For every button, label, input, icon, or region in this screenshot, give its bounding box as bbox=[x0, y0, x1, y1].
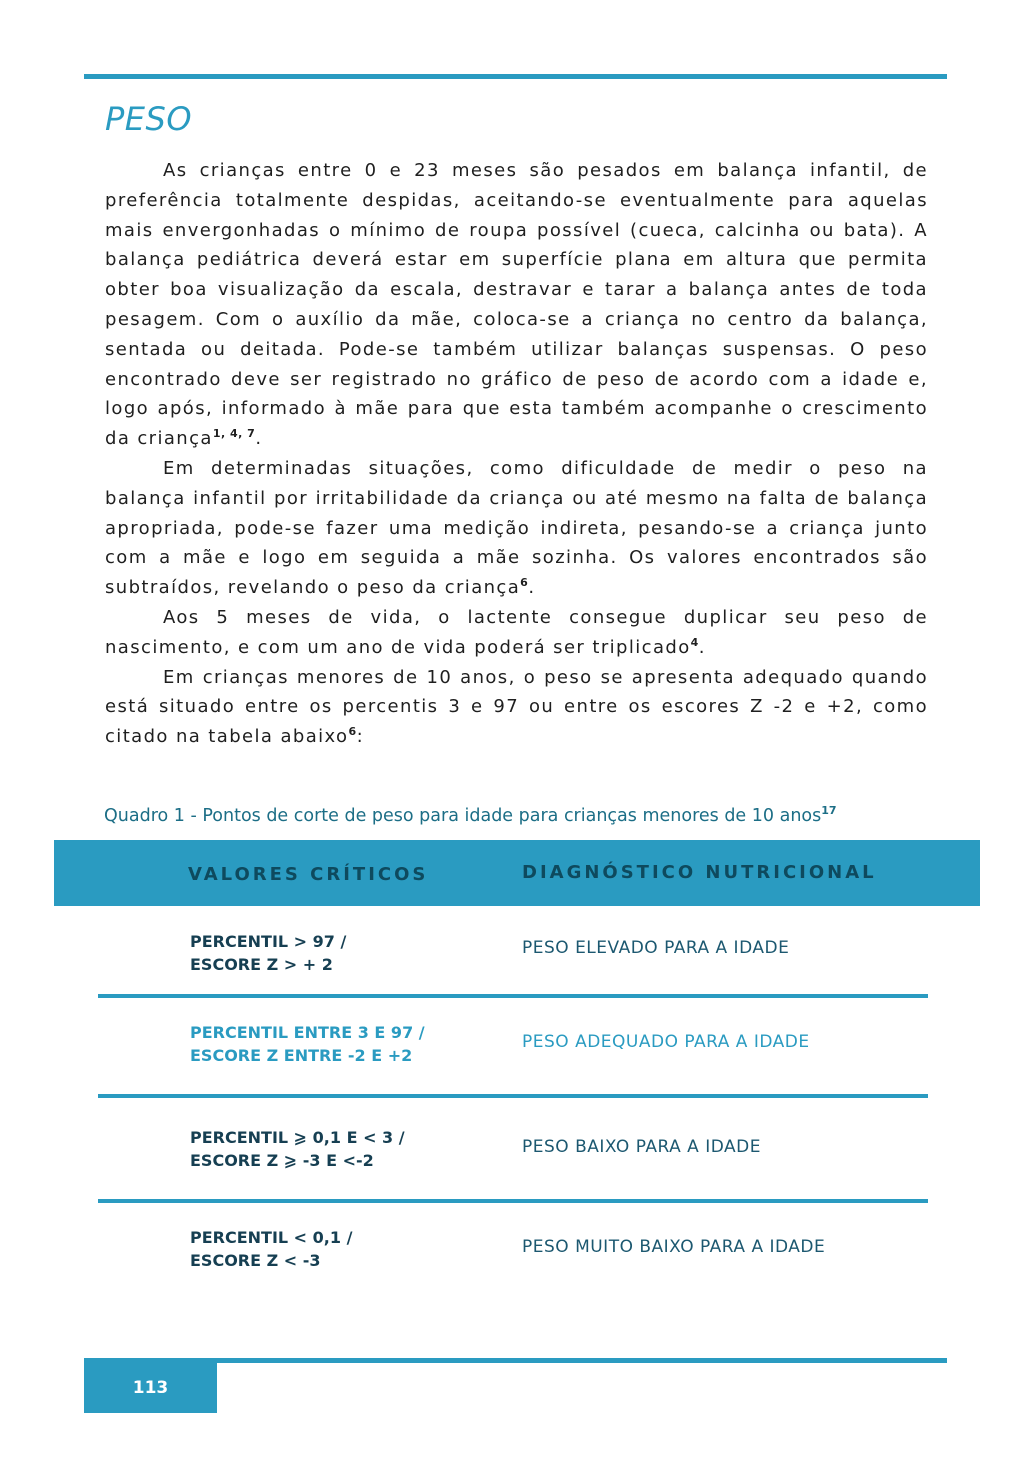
table-row bbox=[98, 930, 928, 990]
critical-value bbox=[190, 930, 346, 976]
caption-text: Quadro 1 - Pontos de corte de peso para idade para crianças menores de 10 anos bbox=[104, 806, 822, 826]
header-nutritional-diagnosis: DIAGNÓSTICO NUTRICIONAL bbox=[522, 862, 877, 883]
critical-value-line: PERCENTIL ⩾ 0,1 E < 3 / bbox=[190, 1128, 405, 1147]
paragraph bbox=[105, 454, 928, 603]
table-row bbox=[98, 1126, 928, 1186]
body-text bbox=[105, 156, 928, 752]
top-rule bbox=[84, 74, 947, 79]
table-header bbox=[54, 840, 980, 906]
critical-value-line: ESCORE Z ENTRE -2 E +2 bbox=[190, 1046, 413, 1065]
header-critical-values: VALORES CRÍTICOS bbox=[188, 864, 429, 885]
diagnosis: PESO ELEVADO PARA A IDADE bbox=[522, 938, 790, 958]
reference-superscript: 6 bbox=[520, 576, 529, 590]
diagnosis: PESO ADEQUADO PARA A IDADE bbox=[522, 1032, 810, 1052]
critical-value-line: ESCORE Z > + 2 bbox=[190, 955, 333, 974]
paragraph-text: Em determinadas situações, como dificuldade de medir o peso na balança infantil por irritabilidade da criança ou até mesmo na falta de balança apropriada, pode-se fazer uma medição indireta, pesando-se a criança junto com a mãe e logo em seguida a mãe sozinha. Os valores encontrados são subtraídos, revelando o peso da criança bbox=[105, 457, 928, 599]
table-caption bbox=[104, 806, 837, 826]
section-title: PESO bbox=[105, 100, 193, 138]
critical-value-line: ESCORE Z ⩾ -3 E <-2 bbox=[190, 1151, 374, 1170]
row-separator bbox=[98, 1199, 928, 1203]
page-number: 113 bbox=[132, 1378, 169, 1398]
critical-value-line: PERCENTIL ENTRE 3 E 97 / bbox=[190, 1023, 425, 1042]
paragraph-text: As crianças entre 0 e 23 meses são pesados em balança infantil, de preferência totalmente despidas, aceitando-se eventualmente para aquelas mais envergonhadas o mínimo de roupa possível (cueca, calcinha ou bata). A balança pediátrica deverá estar em superfície plana em altura que permita obter boa visualização da escala, destravar e tarar a balança antes de toda pesagem. Com o auxílio da mãe, coloca-se a criança no centro da balança, sentada ou deitada. Pode-se também utilizar balanças suspensas. O peso encontrado deve ser registrado no gráfico de peso de acordo com a idade e, logo após, informado à mãe para que esta também acompanhe o crescimento da criança bbox=[105, 160, 928, 450]
paragraph-text: Em crianças menores de 10 anos, o peso se apresenta adequado quando está situado entre os percentis 3 e 97 ou entre os escores Z -2 e +2, como citado na tabela abaixo bbox=[105, 666, 928, 748]
paragraph bbox=[105, 663, 928, 752]
critical-value-line: PERCENTIL < 0,1 / bbox=[190, 1228, 353, 1247]
critical-value bbox=[190, 1226, 352, 1272]
page-number-box bbox=[84, 1358, 217, 1413]
reference-superscript: 17 bbox=[821, 804, 837, 818]
table-row bbox=[98, 1021, 928, 1081]
reference-superscript: 1, 4, 7 bbox=[212, 427, 256, 441]
paragraph-text: Aos 5 meses de vida, o lactente consegue duplicar seu peso de nascimento, e com um ano de vida poderá ser triplicado bbox=[105, 606, 928, 658]
row-separator bbox=[98, 994, 928, 998]
paragraph bbox=[105, 603, 928, 663]
paragraph-end: : bbox=[356, 726, 365, 748]
diagnosis: PESO BAIXO PARA A IDADE bbox=[522, 1137, 761, 1157]
critical-value-line: PERCENTIL > 97 / bbox=[190, 932, 347, 951]
reference-superscript: 6 bbox=[348, 725, 357, 739]
paragraph-end: . bbox=[255, 428, 263, 450]
critical-value bbox=[190, 1021, 425, 1067]
table-row bbox=[98, 1226, 928, 1286]
diagnosis: PESO MUITO BAIXO PARA A IDADE bbox=[522, 1237, 826, 1257]
critical-value-line: ESCORE Z < -3 bbox=[190, 1251, 321, 1270]
row-separator bbox=[98, 1094, 928, 1098]
paragraph bbox=[105, 156, 928, 454]
paragraph-end: . bbox=[528, 577, 536, 599]
critical-value bbox=[190, 1126, 405, 1172]
paragraph-end: . bbox=[698, 636, 706, 658]
reference-superscript: 4 bbox=[690, 635, 699, 649]
